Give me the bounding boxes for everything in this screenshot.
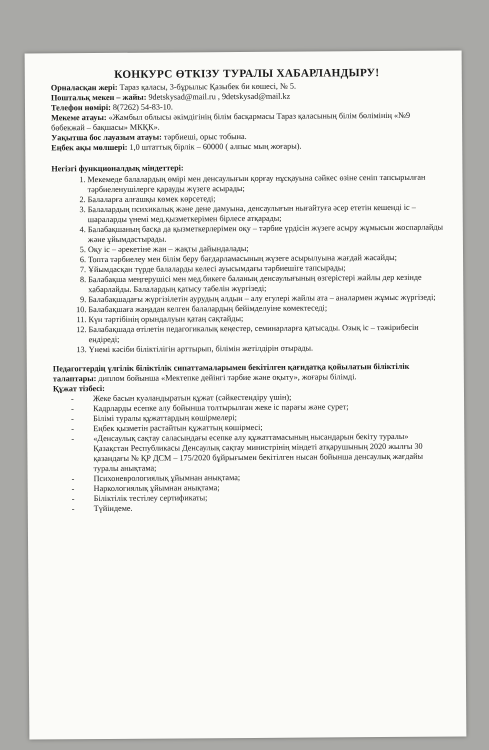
vacancy-value: тәрбиеші, орыс тобына.: [161, 131, 247, 142]
document-item: - Еңбек қызметін растайтын құжаттың көшірмесі;: [93, 422, 445, 434]
org-value: «Жамбыл облысы әкімдігінің білім басқармасы Тараз қаласының білім бөлімінің «№9 бөбекжай – бақшасы» МКҚК».: [51, 110, 411, 133]
document-item: - Психоневрологиялық ұйымнан анықтама;: [94, 472, 446, 484]
duty-item: 4. Балабақшаның басқа да қызметкерлерімен оқу – тәрбие үрдісін жүзеге асыру жұмысын жоспарлайды және ұйымдастырады.: [88, 223, 444, 245]
document-item: - Кадрларды есепке алу бойынша толтырылған жеке іс парағы және сурет;: [93, 402, 445, 414]
duty-item: 13. Үнемі кәсіби біліктілігін арттырып, білімін жетілдірін отырады.: [89, 343, 445, 355]
duty-item: 10. Балабақшаға жаңадан келген балалардың бейімделуіне көмектеседі;: [88, 303, 444, 315]
document-item: - Біліктілік тестілеу сертификаты;: [94, 492, 446, 504]
duty-item: 8. Балабақша меңгерушісі мен мед.бикеге баланың денсаулығының өзгерістері жайлы дер кезінде хабарлайды. Балалардың қатысу табелін жүргізеді;: [88, 273, 444, 295]
org-line: [51, 111, 443, 134]
vacancy-label: Уақытша бос лауазым атауы:: [51, 132, 162, 143]
announcement-title: КОНКУРС ӨТКІЗУ ТУРАЛЫ ХАБАРЛАНДЫРУ!: [114, 67, 380, 81]
qualification-label: Педагогтердің үлгілік біліктілік сипаттамаларымен бекітілген қағидатқа қойылатын біліктілік талаптары:: [52, 361, 410, 384]
document-item: - Түйіндеме.: [94, 502, 446, 514]
document-item: - Білімі туралы құжаттардың көшірмелері;: [93, 412, 445, 424]
duty-item: 2. Балаларға алғашқы көмек көрсетеді;: [88, 193, 444, 205]
phone-label: Телефон нөмірі:: [50, 102, 111, 113]
salary-line: [51, 141, 443, 154]
document-item: - Наркологиялық ұйымнан анықтама;: [94, 482, 446, 494]
duty-item: 7. Ұйымдасқан түрде балаларды келесі ауысымдағы тәрбиешіге тапсырады;: [88, 263, 444, 275]
org-label: Мекеме атауы:: [51, 112, 107, 123]
phone-value: 8(7262) 54-83-10.: [110, 102, 173, 112]
email-value: 9detskysad@mail.ru , 9detskysad@mail.kz: [146, 91, 291, 102]
location-value: Тараз қаласы, 3-бұрылыс Қазыбек би көшесі, № 5.: [117, 81, 297, 92]
document-item: - «Денсаулық сақтау саласындағы есепке алу құжаттамасының нысандарын бекіту туралы» Қазақстан Республикасы Денсаулық сақтау министрінің міндеті атқарушының 2020 жылғы 30 қазандағы № ҚР ДСМ – 175/2020 бұйрығымен бекітілген нысан бойынша денсаулық жағдайы туралы анықтама;: [93, 432, 445, 474]
qualification-value: диплом бойынша «Мектепке дейінгі тәрбие және оқыту», жоғары білімді.: [96, 372, 357, 384]
duties-heading: Негізгі функционалдық міндеттері:: [51, 163, 184, 174]
duty-item: 5. Оқу іс – әрекетіне жан – жақты дайындалады;: [88, 243, 444, 255]
duty-item: 3. Балалардың психикалық және дене дамуына, денсаулығын нығайтуға әсер ететін кешенді іс – шараларды үнемі мед.қызметкерімен бірлесе атқарады;: [88, 203, 444, 225]
qualification-block: [53, 362, 445, 385]
duties-list: [51, 173, 444, 356]
duty-item: 12. Балабақшада өтілетін педагогикалық кеңестер, семинарларға қатысады. Озық іс – тәжірибесін ендіреді;: [89, 323, 445, 345]
salary-label: Еңбек ақы мөлшері:: [51, 142, 128, 153]
duty-item: 6. Топта тәрбиелеу мен білім беру бағдарламасының жүзеге асырылуына жағдай жасайды;: [88, 253, 444, 265]
documents-list: [53, 392, 446, 515]
documents-heading: Құжат тізбесі:: [52, 383, 105, 394]
document-content: [51, 68, 446, 515]
duty-item: 1. Мекемеде балалардың өмірі мен денсаулығын қорғау нұсқауына сәйкес өзіне сеніп тапсырылған тәрбиеленушілерге қарауды жүзеге асырады;: [87, 173, 443, 195]
email-label: Поштальқ мекен – жайы:: [50, 92, 147, 103]
document-sheet: [25, 50, 467, 739]
document-item: - Жеке басын куәландыратын құжат (сәйкестендіру үшін);: [93, 392, 445, 404]
duty-item: 11. Күн тәртібінің орындалуын қатаң сақтайды;: [88, 313, 444, 325]
salary-value: 1,0 штаттық бірлік – 60000 ( алпыс мың жоғары).: [127, 141, 302, 152]
duty-item: 9. Балабақшадағы жүргізілетін аурудың алдын – алу егулері жайлы ата – аналармен жұмыс жүргізеді;: [88, 293, 444, 305]
location-label: Орналасқан жері:: [50, 82, 118, 93]
